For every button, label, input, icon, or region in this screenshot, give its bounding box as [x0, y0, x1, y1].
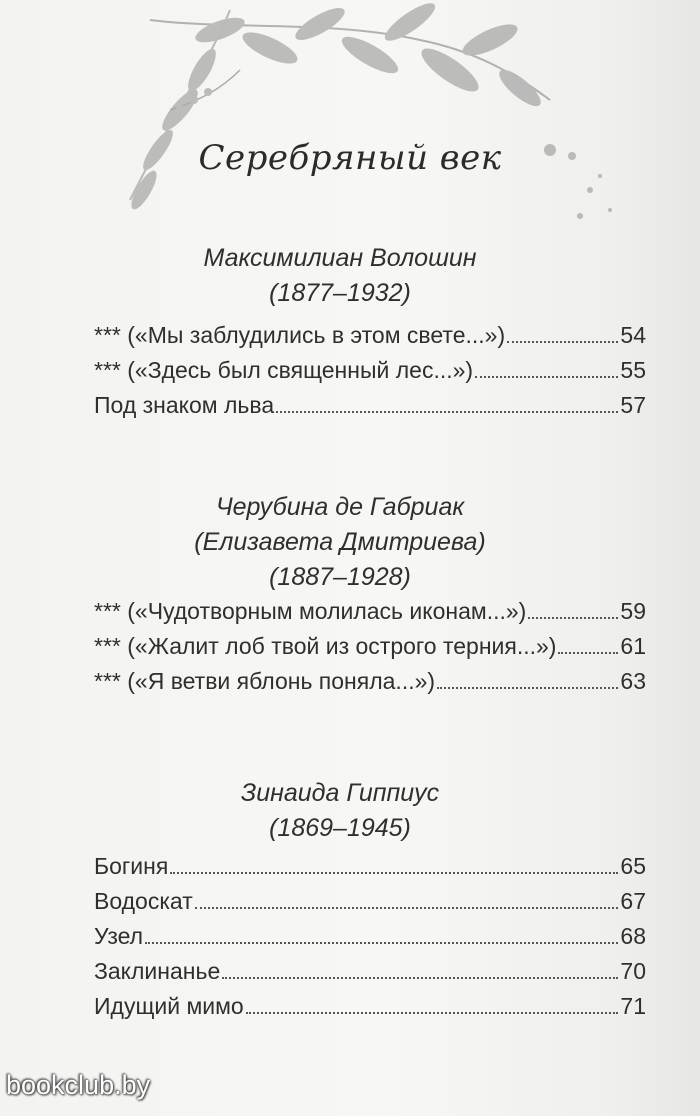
author-years: (1887–1928) — [269, 563, 411, 591]
entry-page: 61 — [620, 633, 646, 659]
entry-page: 70 — [620, 958, 646, 984]
toc-entry[interactable] — [94, 668, 646, 703]
dot-leader — [475, 376, 618, 378]
entry-title: Богиня — [94, 853, 169, 879]
dot-leader — [528, 617, 618, 619]
toc-entry[interactable] — [94, 598, 646, 633]
entry-page: 55 — [620, 357, 646, 383]
toc-entry[interactable] — [94, 923, 646, 958]
toc-list — [94, 322, 646, 427]
entry-title: Узел — [94, 923, 144, 949]
entry-page: 68 — [620, 923, 646, 949]
entry-title: Водоскат — [94, 888, 193, 914]
section-title: Серебряный век — [198, 138, 502, 178]
dot-leader — [222, 977, 618, 979]
dot-leader — [246, 1012, 619, 1014]
dot-leader — [145, 942, 618, 944]
entry-page: 63 — [620, 668, 646, 694]
toc-list — [94, 853, 646, 1028]
author-name: Черубина де Габриак — [215, 493, 465, 521]
entry-title: *** («Жалит лоб твой из острого терния...») — [94, 633, 557, 659]
entry-title: Заклинанье — [94, 958, 221, 984]
entry-page: 65 — [620, 853, 646, 879]
entry-page: 54 — [620, 322, 646, 348]
entry-page: 71 — [620, 993, 646, 1019]
entry-title: Под знаком льва — [94, 392, 275, 418]
entry-page: 59 — [620, 598, 646, 624]
entry-title: *** («Я ветви яблонь поняла...») — [94, 668, 436, 694]
toc-entry[interactable] — [94, 958, 646, 993]
toc-entry[interactable] — [94, 993, 646, 1028]
author-name: Максимилиан Волошин — [203, 244, 477, 272]
author-years: (1877–1932) — [269, 279, 411, 307]
toc-list — [94, 598, 646, 703]
toc-entry[interactable] — [94, 322, 646, 357]
dot-leader — [195, 907, 619, 909]
dot-leader — [276, 411, 618, 413]
author-heading — [70, 776, 610, 846]
author-heading — [70, 241, 610, 311]
entry-title: *** («Чудотворным молилась иконам...») — [94, 598, 527, 624]
site-watermark: bookclub.by — [6, 1070, 151, 1100]
author-real-name: (Елизавета Дмитриева) — [194, 528, 486, 556]
entry-title: *** («Мы заблудились в этом свете...») — [94, 322, 506, 348]
dot-leader — [437, 687, 618, 689]
toc-entry[interactable] — [94, 853, 646, 888]
dot-leader — [170, 872, 618, 874]
toc-entry[interactable] — [94, 357, 646, 392]
author-name: Зинаида Гиппиус — [240, 779, 440, 807]
dot-leader — [558, 652, 618, 654]
toc-entry[interactable] — [94, 392, 646, 427]
author-heading — [70, 490, 610, 595]
author-years: (1869–1945) — [269, 814, 411, 842]
dot-leader — [507, 341, 618, 343]
toc-entry[interactable] — [94, 888, 646, 923]
entry-title: *** («Здесь был священный лес...») — [94, 357, 474, 383]
entry-page: 67 — [620, 888, 646, 914]
entry-page: 57 — [620, 392, 646, 418]
leaf-branch-ornament — [110, 0, 630, 260]
toc-entry[interactable] — [94, 633, 646, 668]
entry-title: Идущий мимо — [94, 993, 244, 1019]
